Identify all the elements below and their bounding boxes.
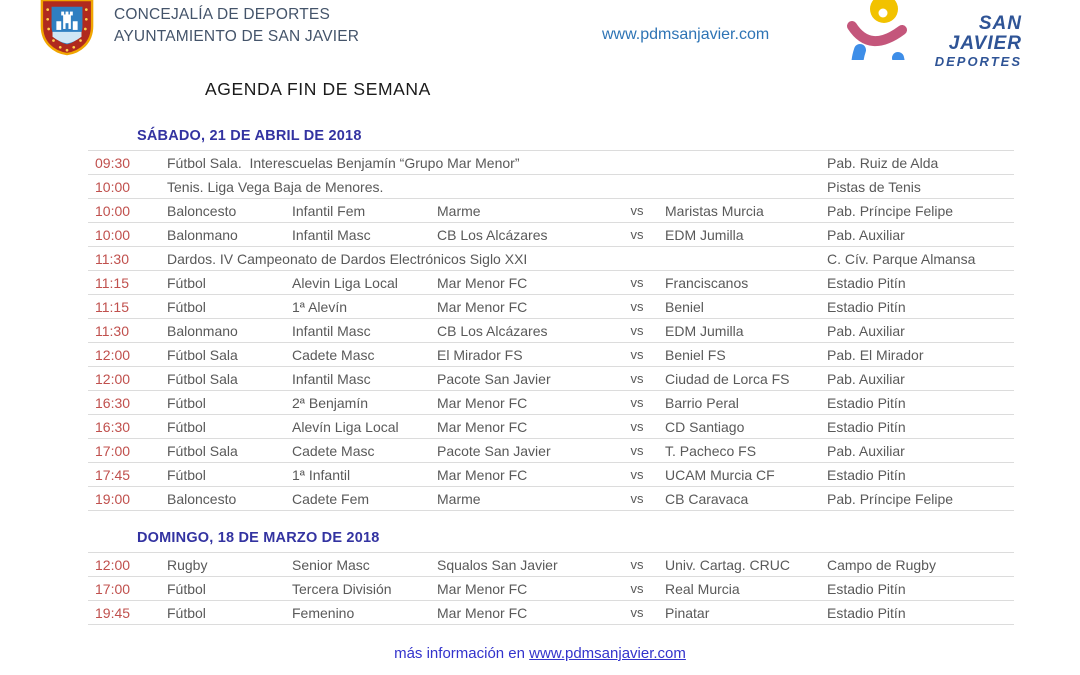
schedule-row	[88, 439, 1014, 463]
away-team-cell: CD Santiago	[665, 418, 745, 435]
home-team-cell: Marme	[437, 490, 481, 507]
sport-cell: Fútbol	[167, 394, 206, 411]
venue-cell: Estadio Pitín	[827, 298, 906, 315]
away-team-cell: Pinatar	[665, 604, 710, 621]
home-team-cell: CB Los Alcázares	[437, 226, 548, 243]
venue-cell: Pab. Príncipe Felipe	[827, 490, 954, 507]
time-cell: 10:00	[95, 178, 131, 195]
schedule-table-sunday	[88, 552, 1014, 625]
time-cell: 17:00	[95, 580, 131, 597]
venue-cell: Pab. El Mirador	[827, 346, 924, 363]
away-team-cell: T. Pacheco FS	[665, 442, 757, 459]
organization-name	[114, 4, 359, 48]
sport-cell: Baloncesto	[167, 490, 237, 507]
schedule-row	[88, 271, 1014, 295]
home-team-cell: Mar Menor FC	[437, 466, 528, 483]
schedule-row	[88, 319, 1014, 343]
schedule-row	[88, 601, 1014, 625]
category-cell: 1ª Infantil	[292, 466, 351, 483]
sport-cell: Fútbol Sala	[167, 346, 238, 363]
category-cell: Cadete Masc	[292, 442, 375, 459]
section-heading-sunday: DOMINGO, 18 DE MARZO DE 2018	[137, 530, 380, 546]
away-team-cell: Beniel FS	[665, 346, 726, 363]
away-team-cell: UCAM Murcia CF	[665, 466, 775, 483]
sport-cell: Fútbol Sala	[167, 442, 238, 459]
vs-cell: vs	[630, 581, 644, 596]
venue-cell: Pab. Auxiliar	[827, 442, 905, 459]
schedule-table-saturday	[88, 150, 1014, 511]
venue-cell: Pab. Auxiliar	[827, 226, 905, 243]
venue-cell: Pab. Príncipe Felipe	[827, 202, 954, 219]
time-cell: 12:00	[95, 370, 131, 387]
away-team-cell: CB Caravaca	[665, 490, 749, 507]
schedule-row	[88, 487, 1014, 511]
sport-cell: Balonmano	[167, 322, 238, 339]
category-cell: Cadete Masc	[292, 346, 375, 363]
venue-cell: Estadio Pitín	[827, 580, 906, 597]
venue-cell: Estadio Pitín	[827, 274, 906, 291]
deportes-logo-text	[920, 14, 1022, 69]
schedule-row	[88, 463, 1014, 487]
category-cell: Alevín Liga Local	[292, 418, 399, 435]
time-cell: 19:00	[95, 490, 131, 507]
home-team-cell: Pacote San Javier	[437, 370, 551, 387]
home-team-cell: Pacote San Javier	[437, 442, 551, 459]
home-team-cell: Mar Menor FC	[437, 274, 528, 291]
venue-cell: C. Cív. Parque Almansa	[827, 250, 976, 267]
sport-cell: Fútbol	[167, 604, 206, 621]
logo-text-line2: DEPORTES	[934, 54, 1022, 69]
home-team-cell: El Mirador FS	[437, 346, 523, 363]
time-cell: 10:00	[95, 226, 131, 243]
category-cell: Senior Masc	[292, 556, 370, 573]
website-url: www.pdmsanjavier.com	[602, 26, 770, 43]
away-team-cell: Franciscanos	[665, 274, 749, 291]
venue-cell: Campo de Rugby	[827, 556, 936, 573]
deportes-figure-icon	[826, 0, 926, 60]
category-cell: 1ª Alevín	[292, 298, 347, 315]
away-team-cell: Maristas Murcia	[665, 202, 764, 219]
event-description-cell: Dardos. IV Campeonato de Dardos Electrónicos Siglo XXI	[167, 250, 528, 267]
footer-text: más información en	[394, 645, 530, 662]
venue-cell: Pab. Auxiliar	[827, 322, 905, 339]
home-team-cell: Mar Menor FC	[437, 298, 528, 315]
venue-cell: Estadio Pitín	[827, 604, 906, 621]
home-team-cell: CB Los Alcázares	[437, 322, 548, 339]
time-cell: 19:45	[95, 604, 131, 621]
section-heading-saturday: SÁBADO, 21 DE ABRIL DE 2018	[137, 128, 362, 144]
schedule-row	[88, 577, 1014, 601]
category-cell: Infantil Masc	[292, 226, 371, 243]
schedule-row	[88, 247, 1014, 271]
footer-link[interactable]: www.pdmsanjavier.com	[529, 645, 686, 662]
category-cell: 2ª Benjamín	[292, 394, 369, 411]
sport-cell: Fútbol	[167, 466, 206, 483]
sport-cell: Fútbol	[167, 418, 206, 435]
footer	[0, 645, 1080, 662]
schedule-row	[88, 553, 1014, 577]
vs-cell: vs	[630, 275, 644, 290]
category-cell: Cadete Fem	[292, 490, 370, 507]
schedule-row	[88, 415, 1014, 439]
vs-cell: vs	[630, 323, 644, 338]
sport-cell: Fútbol	[167, 298, 206, 315]
vs-cell: vs	[630, 419, 644, 434]
sport-cell: Balonmano	[167, 226, 238, 243]
sport-cell: Fútbol Sala	[167, 370, 238, 387]
schedule-row	[88, 151, 1014, 175]
away-team-cell: Real Murcia	[665, 580, 740, 597]
event-description-cell: Tenis. Liga Vega Baja de Menores.	[167, 178, 384, 195]
time-cell: 11:15	[95, 274, 129, 291]
category-cell: Femenino	[292, 604, 355, 621]
venue-cell: Pistas de Tenis	[827, 178, 921, 195]
time-cell: 12:00	[95, 556, 131, 573]
time-cell: 16:30	[95, 394, 131, 411]
time-cell: 17:00	[95, 442, 131, 459]
home-team-cell: Marme	[437, 202, 481, 219]
away-team-cell: Barrio Peral	[665, 394, 739, 411]
vs-cell: vs	[630, 491, 644, 506]
time-cell: 11:30	[95, 250, 129, 267]
vs-cell: vs	[630, 227, 644, 242]
sport-cell: Rugby	[167, 556, 208, 573]
venue-cell: Estadio Pitín	[827, 394, 906, 411]
category-cell: Infantil Masc	[292, 322, 371, 339]
time-cell: 11:30	[95, 322, 129, 339]
schedule-row	[88, 367, 1014, 391]
schedule-row	[88, 175, 1014, 199]
vs-cell: vs	[630, 347, 644, 362]
time-cell: 10:00	[95, 202, 131, 219]
away-team-cell: Beniel	[665, 298, 704, 315]
category-cell: Infantil Masc	[292, 370, 371, 387]
vs-cell: vs	[630, 203, 644, 218]
logo-text-line1: SAN JAVIER	[948, 13, 1022, 54]
venue-cell: Pab. Ruiz de Alda	[827, 154, 939, 171]
sport-cell: Baloncesto	[167, 202, 237, 219]
municipal-crest-icon	[38, 0, 96, 56]
away-team-cell: EDM Jumilla	[665, 322, 744, 339]
vs-cell: vs	[630, 395, 644, 410]
category-cell: Infantil Fem	[292, 202, 366, 219]
away-team-cell: EDM Jumilla	[665, 226, 744, 243]
home-team-cell: Squalos San Javier	[437, 556, 558, 573]
home-team-cell: Mar Menor FC	[437, 418, 528, 435]
vs-cell: vs	[630, 371, 644, 386]
schedule-row	[88, 223, 1014, 247]
sport-cell: Fútbol	[167, 274, 206, 291]
time-cell: 12:00	[95, 346, 131, 363]
vs-cell: vs	[630, 299, 644, 314]
venue-cell: Pab. Auxiliar	[827, 370, 905, 387]
vs-cell: vs	[630, 467, 644, 482]
sport-cell: Fútbol	[167, 580, 206, 597]
home-team-cell: Mar Menor FC	[437, 580, 528, 597]
vs-cell: vs	[630, 557, 644, 572]
venue-cell: Estadio Pitín	[827, 466, 906, 483]
home-team-cell: Mar Menor FC	[437, 394, 528, 411]
category-cell: Tercera División	[292, 580, 392, 597]
vs-cell: vs	[630, 443, 644, 458]
time-cell: 11:15	[95, 298, 129, 315]
event-description-cell: Fútbol Sala. Interescuelas Benjamín “Grupo Mar Menor”	[167, 154, 520, 171]
time-cell: 17:45	[95, 466, 131, 483]
home-team-cell: Mar Menor FC	[437, 604, 528, 621]
organization-line1: CONCEJALÍA DE DEPORTES	[114, 6, 331, 23]
schedule-row	[88, 199, 1014, 223]
away-team-cell: Univ. Cartag. CRUC	[665, 556, 790, 573]
time-cell: 16:30	[95, 418, 131, 435]
schedule-row	[88, 391, 1014, 415]
away-team-cell: Ciudad de Lorca FS	[665, 370, 790, 387]
page-title: AGENDA FIN DE SEMANA	[205, 79, 431, 99]
time-cell: 09:30	[95, 154, 131, 171]
category-cell: Alevin Liga Local	[292, 274, 398, 291]
schedule-row	[88, 295, 1014, 319]
schedule-row	[88, 343, 1014, 367]
organization-line2: AYUNTAMIENTO DE SAN JAVIER	[114, 28, 360, 45]
venue-cell: Estadio Pitín	[827, 418, 906, 435]
vs-cell: vs	[630, 605, 644, 620]
